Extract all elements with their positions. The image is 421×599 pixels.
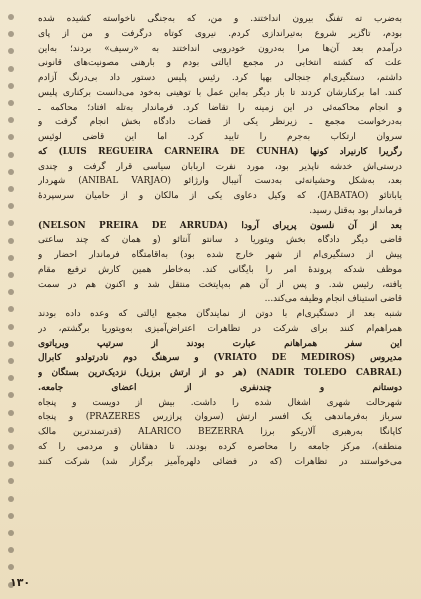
text-line: به‌درخواست مجمع ـ زیرنظر یکی از قضات دادگاه بخش انجام گرفت و (38, 117, 402, 128)
text-line: کنند. اما برکنارشان کردند تا باز دیگر به‌این عمل با توهینی به‌خود می‌دانست برکناری پلیس (38, 87, 402, 98)
text-line: پیش از دستگیری‌ام از شهر خارج شده بود) به‌اقامتگاه فرماندار احضار و (38, 250, 402, 260)
binding-hole (8, 375, 14, 381)
binding-hole (8, 272, 14, 278)
text-line: درآمدم بعد آن‌ها مرا به‌درون خودرویی انداختند به «رسیف» بردند؛ به‌این (38, 43, 402, 54)
binding-hole (8, 169, 14, 175)
binding-hole (8, 513, 14, 519)
binding-hole (8, 289, 14, 295)
text-line: (NADIR TOLEDO CABRAL) (هر دو از ارتش برزیل) نزدیک‌ترین بستگان و (38, 368, 402, 378)
text-line: داشتم، دستگیری‌ام جنجالی بهپا کرد. رئیس پلیس دستور داد بی‌درنگ آزادم (38, 73, 402, 83)
binding-hole (8, 83, 14, 89)
binding-hole (8, 410, 14, 416)
binding-hole (8, 461, 14, 467)
binding-hole (8, 444, 14, 450)
binding-hole (8, 220, 14, 226)
binding-hole (8, 341, 14, 347)
binding-hole (8, 564, 14, 570)
binding-hole (8, 117, 14, 123)
text-line: رگریرا کارنیراد کونها (LUIS REGUEIRA CARNEIRA DE CUNHA) که (38, 146, 402, 157)
text-line: منطقه)، مرکز جامعه را محاصره کرده بودند. تا دهقانان و مردمی را که (38, 441, 402, 452)
text-line: این سفر همراهانم عبارت بودند از سرتیپ ویریاتوی (38, 338, 402, 349)
text-line: سروان ارتکاب به‌جرم را تایید کرد. اما این قاضی لوئیس (38, 132, 402, 142)
page-number: ۱۳۰ (10, 576, 31, 589)
binding-hole (8, 203, 14, 209)
text-line: فرماندار بود به‌قتل رسید. (309, 205, 402, 216)
text-line: موظف شدکه پروندهٔ امر را بایگانی کند. به‌خاطر همین کارش ترفیع مقام (38, 264, 402, 275)
binding-hole (8, 31, 14, 37)
binding-hole (8, 238, 14, 244)
text-line: کاپانگا به‌رهبری آلاریکو برزا ALARICO BEZERRA (قدرتمندترین مالک (38, 427, 402, 437)
text-line: و انجام محاکمه‌ئی در این زمینه را تقاضا کرد. فرماندار به‌تله افتاد؛ محاکمه ـ (38, 102, 402, 113)
text-line: سرباز به‌فرماندهی یک افسر ارتش (سروان پرازرس PRAZERES) و پنجاه (38, 412, 402, 423)
text-line: به‌ضرب ته تفنگ بیرون انداختند. و من، که به‌جنگی ناخواسته کشیده شده (38, 14, 402, 24)
binding-hole (8, 496, 14, 502)
binding-hole (8, 358, 14, 364)
binding-hole (8, 66, 14, 72)
text-line: مدیروس (VRIATO DE MEDIROS) و سرهنگ دوم نادرتولدو کابرال (38, 353, 402, 364)
binding-holes (8, 0, 18, 599)
text-line: همراهم‌ام کنند برای شرکت در تظاهرات اعتراض‌آمیزی به‌ویتوریا برگشتم، در (38, 323, 402, 334)
binding-hole (8, 478, 14, 484)
text-line: می‌خواستند در تظاهرات (که در فضائی دلهره‌آمیز برگزار شد) شرکت کنند (38, 456, 402, 467)
text-line: قاضی استیناف انجام وظیفه می‌کند... (264, 294, 402, 305)
text-line: علت که کشته انتخابی در مجمع ایالتی بودم و بارهنی مصونیت‌های قانونی (38, 58, 402, 69)
binding-hole (8, 547, 14, 553)
binding-hole (8, 392, 14, 398)
binding-hole (8, 427, 14, 433)
binding-hole (8, 152, 14, 158)
binding-hole (8, 14, 14, 20)
text-line: درستی‌اش خدشه ناپذیر بود، مورد نفرت اربابان سیاسی قرار گرفت و چندی (38, 161, 402, 172)
binding-hole (8, 306, 14, 312)
text-line: بعد، به‌شکل وحشیانه‌ئی به‌دست آنیبال وارژائو (ANIBAL VARJAO) شهردار (38, 176, 402, 187)
binding-hole (8, 100, 14, 106)
text-line: یاباتائو (JABATAO)، که وکیل دعاوی یکی از مالکان و از حامیان سرسپردهٔ (38, 191, 402, 201)
text-line: قاضی دیگر دادگاه بخش ویتوریا د سانتو آنتائو (و همان که چند ساعتی (38, 235, 402, 246)
text-line: بودم، تاگزیر شروع به‌تیراندازی کردم. نیروی کوتاه درگرفت و من از پای (38, 28, 402, 39)
binding-hole (8, 186, 14, 192)
text-line: شهرحالت شهری اشغال شده را داشت. بیش از دویست و پنجاه (38, 397, 402, 408)
text-line: شنبه بعد از دستگیری‌ام با دوتن از نمایندگان مجمع ایالتی که وعده داده بودند (38, 309, 402, 319)
binding-hole (8, 48, 14, 54)
text-line: یافته، رئیس شد. و پس از آن هم به‌پایتخت منتقل شد و اکنون هم در سمت (38, 279, 402, 290)
binding-hole (8, 530, 14, 536)
binding-hole (8, 324, 14, 330)
text-line: دوستانم و چندنفری از اعضای جامعه. (38, 382, 402, 393)
binding-hole (8, 134, 14, 140)
text-line: بعد از آن نلسون پریرای آرودا (NELSON PREIRA DE ARRUDA) (38, 220, 402, 231)
binding-hole (8, 255, 14, 261)
body-text (38, 12, 402, 469)
